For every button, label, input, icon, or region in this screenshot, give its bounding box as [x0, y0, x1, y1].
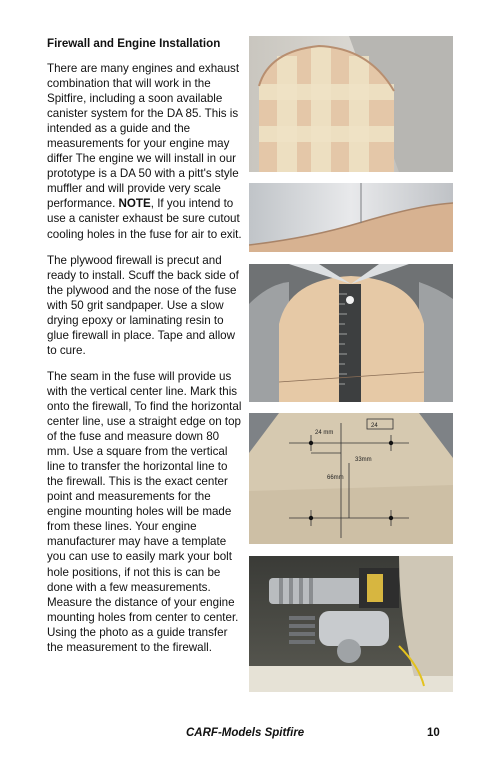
photo-engine-mounted — [249, 556, 453, 692]
text-column — [47, 36, 243, 666]
paragraph-center-lines: The seam in the fuse will provide us with the vertical center line. Mark this onto the firewall, To find the horizontal center line, use a straight edge on top of the fuse and measure down 80 mm. Use a square from the vertical line to transfer the horizontal line to the firewall. This is the exact center point and measurements for the engine mounting holes will be made from these lines. Your engine manufacturer may have a template you can use to easily mark your bolt hole positions, if not this is can be done with a few measurements. Measure the distance of your engine mounting holes from center to center. Using the photo as a guide transfer the measurement to the firewall. — [47, 369, 242, 654]
footer-title: CARF-Models Spitfire — [186, 727, 305, 739]
paragraph-engine-intro — [47, 61, 243, 242]
paragraph-firewall-glue: The plywood firewall is precut and ready to install. Scuff the back side of the plywood and the nose of the fuse with 50 grit sandpaper. Use a slow drying epoxy or laminating resin to glue firewall in place. Tape and allow to cure. — [47, 253, 239, 357]
measure-label-b: 24 — [371, 423, 378, 429]
photo-firewall-ruler — [249, 264, 453, 402]
page-number: 10 — [427, 727, 440, 739]
photo-fuse-seam — [249, 183, 453, 252]
note-label: NOTE — [118, 197, 151, 211]
photo-mounting-measurements — [249, 413, 453, 544]
para1-tail: , If you intend to use a canister exhaust be sure cutout cooling holes in the fuse for air to exit. — [47, 197, 242, 241]
photo-firewall-taped — [249, 36, 453, 172]
measure-label-c: 33mm — [355, 457, 372, 463]
measure-label-d: 66mm — [327, 475, 344, 481]
para1-text: There are many engines and exhaust combination that will work in the Spitfire, including a soon available canister system for the DA 85. This is intended as a guide and the measurements for your engine may differ The engine we will install in our prototype is a DA 50 with a pitt's style muffler and will provide very scale performance. — [47, 62, 240, 211]
section-heading: Firewall and Engine Installation — [47, 37, 221, 50]
measure-label-a: 24 mm — [315, 430, 334, 436]
